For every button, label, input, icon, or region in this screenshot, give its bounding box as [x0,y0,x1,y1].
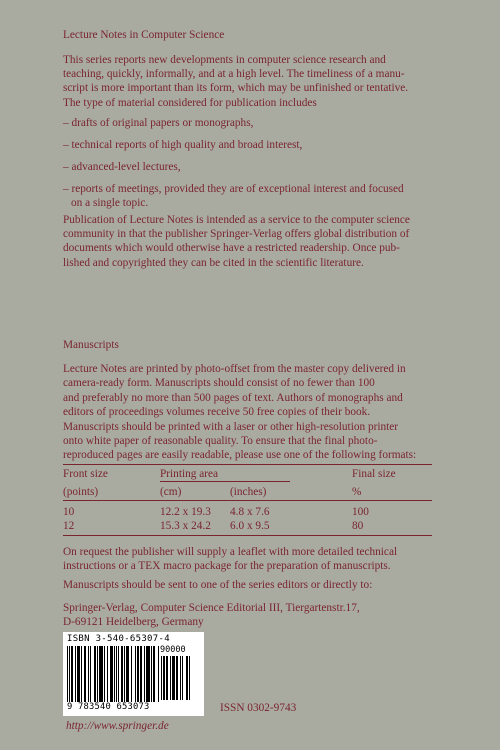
publisher-url: http://www.springer.de [66,720,169,732]
cell-cm: 12.2 x 19.3 [160,506,211,518]
issn: ISSN 0302-9743 [220,702,297,714]
table-bottom-rule [63,535,432,536]
header-final-size: Final size [352,468,396,480]
list-item: – advanced-level lectures, [63,161,181,173]
manuscripts-paragraph [63,362,433,463]
header-percent: % [352,486,362,498]
isbn-barcode [63,632,204,716]
intro-line: script is more important than its form, which may be unfinished or tentative. [63,82,409,95]
list-item-text: – reports of meetings, provided they are of exceptional interest and focused [63,183,404,195]
intro-line: teaching, quickly, informally, and at a high level. The timeliness of a manu- [63,68,405,81]
list-item: – drafts of original papers or monographs, [63,117,254,129]
header-printing-area: Printing area [160,468,219,480]
publisher-address [63,601,433,629]
manuscripts-line: reproduced pages are easily readable, please use one of the following formats: [63,449,417,462]
barcode-number-text: 9 783540 653073 [67,702,150,712]
cell-points: 10 [63,506,75,518]
printing-area-rule [160,481,290,482]
cell-inches: 6.0 x 9.5 [230,520,270,532]
intro-paragraph [63,53,433,110]
table-top-rule [63,464,432,465]
header-font-size: Front size [63,468,108,480]
manuscripts-heading: Manuscripts [63,339,119,351]
list-item-continuation: on a single topic. [71,197,149,210]
barcode-isbn-text: ISBN 3-540-65307-4 [67,634,170,644]
request-line: On request the publisher will supply a leaflet with more detailed technical [63,546,398,558]
cell-inches: 4.8 x 7.6 [230,506,270,518]
manuscripts-line: editors of proceedings volumes receive 50 free copies of their book. [63,406,371,419]
address-line: Springer-Verlag, Computer Science Editorial III, Tiergartenstr.17, [63,602,360,614]
publication-line: documents which would otherwise have a restricted readership. Once pub- [63,242,400,255]
publication-paragraph [63,213,433,270]
intro-line: The type of material considered for publication includes [63,96,317,109]
list-item [63,182,433,210]
manuscripts-line: onto white paper of reasonable quality. To ensure that the final photo- [63,435,378,448]
list-item: – technical reports of high quality and broad interest, [63,139,303,151]
barcode-addon-bars [161,656,199,700]
cell-points: 12 [63,520,75,532]
barcode-addon-text: 90000 [160,645,186,655]
address-line: D-69121 Heidelberg, Germany [63,616,204,629]
request-line: instructions or a TEX macro package for the preparation of manuscripts. [63,560,391,573]
table-header-rule [63,500,432,501]
cell-cm: 15.3 x 24.2 [160,520,211,532]
send-instruction: Manuscripts should be sent to one of the series editors or directly to: [63,579,373,591]
cell-final: 100 [352,506,369,518]
publication-line: lished and copyrighted they can be cited in the scientific literature. [63,256,364,269]
header-points: (points) [63,486,99,498]
manuscripts-line: and preferably no more than 500 pages of text. Authors of monographs and [63,391,403,404]
manuscripts-line: Lecture Notes are printed by photo-offset from the master copy delivered in [63,363,406,375]
manuscripts-line: camera-ready form. Manuscripts should consist of no fewer than 100 [63,377,375,390]
intro-line: This series reports new developments in computer science research and [63,54,386,66]
request-paragraph [63,545,433,573]
header-cm: (cm) [160,486,182,498]
manuscripts-line: Manuscripts should be printed with a laser or other high-resolution printer [63,420,399,433]
publication-line: Publication of Lecture Notes is intended as a service to the computer science [63,214,410,226]
header-inches: (inches) [230,486,267,498]
publication-line: community in that the publisher Springer-Verlag offers global distribution of [63,228,410,241]
series-heading: Lecture Notes in Computer Science [63,29,225,41]
barcode-bars [67,646,159,702]
cell-final: 80 [352,520,364,532]
